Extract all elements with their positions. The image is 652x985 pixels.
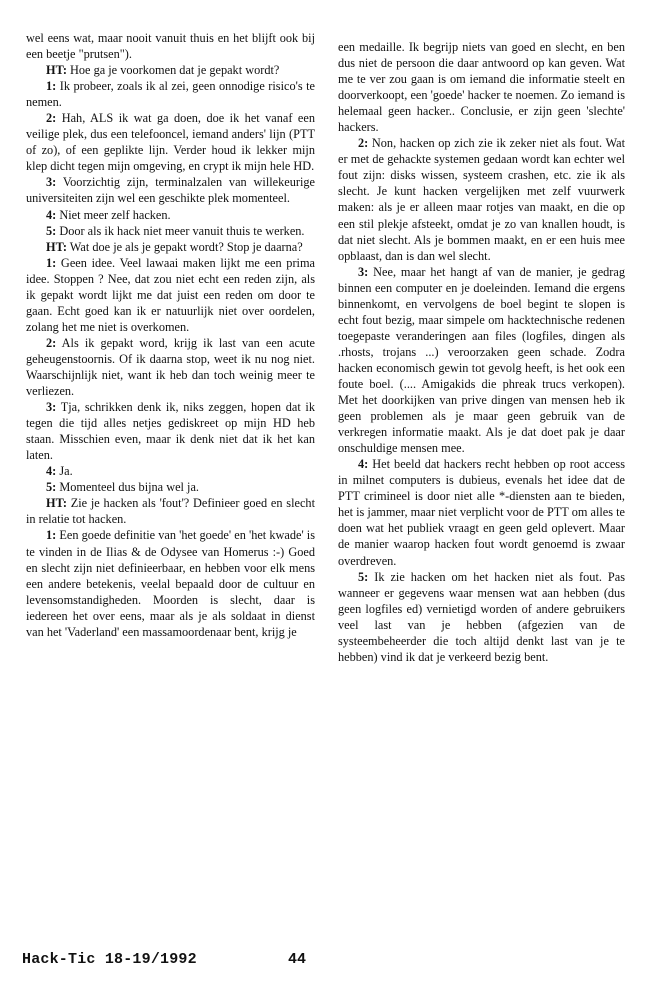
speaker-label: 2:: [46, 111, 57, 126]
interview-paragraph: [338, 135, 625, 263]
interview-paragraph: [26, 479, 315, 495]
interview-paragraph: [26, 174, 315, 206]
publication-footer: Hack-Tic 18-19/1992: [22, 951, 197, 968]
interview-paragraph: [26, 78, 315, 110]
left-text-column: [26, 30, 315, 640]
paragraph-text: Ik zie hacken om het hacken niet als fout. Pas wanneer er gegevens waar mensen wat aan hebben (dus geen logfiles ed) vernietigd worden of andere gebruikers veel last van je hebben (afgezien van de systeembeheerder die toch altijd denkt last van je te hebben) vind ik dat je verkeerd bezig bent.: [338, 569, 625, 664]
speaker-label: HT:: [46, 239, 67, 254]
speaker-label: 4:: [46, 464, 57, 479]
paragraph-text: Het beeld dat hackers recht hebben op root access in milnet computers is dubieus, evenals het idee dat de PTT crimineel is door niet alle *-diensten aan te bieden, het is jammer, maar niet verplicht voor de PTT om alles te doen wat het publiek vraagt en geen geld oplevert. Maar de manier waarop hacken fout wordt genoemd is zwaar overdreven.: [338, 457, 625, 568]
paragraph-text: Zie je hacken als 'fout'? Definieer goed en slecht in relatie tot hacken.: [26, 496, 315, 527]
paragraph-text: Niet meer zelf hacken.: [56, 207, 171, 222]
interview-paragraph: [26, 239, 315, 255]
interview-paragraph: [26, 399, 315, 463]
paragraph-text: Voorzichtig zijn, terminalzalen van willekeurige universiteiten zijn wel een geschikte plek momenteel.: [26, 175, 315, 206]
speaker-label: 1:: [46, 79, 57, 94]
paragraph-text: Door als ik hack niet meer vanuit thuis te werken.: [56, 223, 305, 238]
interview-paragraph: [26, 30, 315, 62]
paragraph-text: een medaille. Ik begrijp niets van goed en slecht, en ben dus niet de persoon die daar antwoord op kan geven. Wat me te ver zou gaan is om iemand die informatie steelt en doorverkoopt, een 'goede' hacker te noemen. Zo iemand is helemaal geen hacker.. Conclusie, er zijn geen 'slechte' hackers.: [338, 40, 625, 135]
paragraph-text: Wat doe je als je gepakt wordt? Stop je daarna?: [66, 239, 303, 254]
paragraph-text: Als ik gepakt word, krijg ik last van een acute geheugenstoornis. Of ik daarna stop, weet ik nu nog niet. Waarschijnlijk niet, want ik heb dan toch weinig meer te verliezen.: [26, 335, 315, 399]
interview-paragraph: [338, 456, 625, 568]
page-number: 44: [288, 951, 307, 968]
interview-paragraph: [26, 110, 315, 174]
interview-paragraph: [338, 569, 625, 665]
speaker-label: 2:: [46, 335, 57, 350]
speaker-label: 5:: [358, 569, 369, 584]
speaker-label: 1:: [46, 255, 57, 270]
paragraph-text: Non, hacken op zich zie ik zeker niet als fout. Wat er met de gehackte systemen gedaan wordt kan echter wel fout zijn: disks wissen, systeem crashen, etc. zie ik als slecht. Je kunt hacken vergelijken met zelf vuurwerk maken: als je er alleen maar rotjes van maakt, en die op een stil plekje afsteekt, omdat je zo van knallen houdt, is dat niet slecht. Als je bommen maakt, en er een huis mee opblaast, dan is dan wel slecht.: [338, 136, 625, 263]
interview-paragraph: [338, 39, 625, 135]
speaker-label: HT:: [46, 63, 67, 78]
paragraph-text: Ik probeer, zoals ik al zei, geen onnodige risico's te nemen.: [26, 79, 315, 110]
interview-paragraph: [26, 527, 315, 639]
paragraph-text: Tja, schrikken denk ik, niks zeggen, hopen dat ik tegen die tijd alles netjes gediskreet op mijn HD heb staan. Misschien even, maar ik denk niet dat ik het kan laten.: [26, 400, 315, 463]
interview-paragraph: [26, 207, 315, 223]
speaker-label: 5:: [46, 223, 57, 238]
right-text-column: [338, 39, 625, 665]
speaker-label: 4:: [46, 207, 57, 222]
paragraph-text: Hah, ALS ik wat ga doen, doe ik het vanaf een veilige plek, dus een telefooncel, iemand anders' lijn (PTT of zo), of een geplikte lijn. Verder houd ik lekker mijn klep dicht tegen mijn omgeving, en crypt ik mijn hele HD.: [26, 111, 315, 174]
paragraph-text: Momenteel dus bijna wel ja.: [56, 480, 199, 495]
interview-paragraph: [26, 223, 315, 239]
interview-paragraph: [26, 255, 315, 335]
interview-paragraph: [26, 495, 315, 527]
paragraph-text: Ja.: [56, 464, 73, 479]
speaker-label: 4:: [358, 457, 369, 472]
interview-paragraph: [26, 335, 315, 399]
paragraph-text: Een goede definitie van 'het goede' en 'het kwade' is te vinden in de Ilias & de Odysee van Homerus :-) Goed en slecht zijn niet definieerbaar, en hebben voor elk mens een andere betekenis, veelal bepaald door de cultuur en levensomstandigheden. Moorden is slecht, daar is iedereen het over eens, maar als je als soldaat in dienst van het 'Vaderland' een massamoordenaar bent, krijg je: [26, 528, 315, 639]
speaker-label: 2:: [358, 136, 369, 151]
speaker-label: HT:: [46, 496, 67, 511]
paragraph-text: Hoe ga je voorkomen dat je gepakt wordt?: [66, 63, 280, 78]
speaker-label: 5:: [46, 480, 57, 495]
interview-paragraph: [338, 264, 625, 457]
speaker-label: 1:: [46, 528, 57, 543]
speaker-label: 3:: [46, 175, 57, 190]
interview-paragraph: [26, 463, 315, 479]
paragraph-text: wel eens wat, maar nooit vanuit thuis en het blijft ook bij een beetje "prutsen").: [26, 31, 315, 62]
paragraph-text: Geen idee. Veel lawaai maken lijkt me een prima idee. Stoppen ? Nee, dat zou niet echt een reden zijn, als ik gepakt wordt lijkt me dat juist een reden om door te gaan. Echt goed kan ik er natuurlijk niet over oordelen, zolang het me niet is overkomen.: [26, 255, 315, 334]
paragraph-text: Nee, maar het hangt af van de manier, je gedrag binnen een computer en je doeleinden. Iemand die ergens binnenkomt, en vervolgens de boel begint te slopen is echt fout bezig, maar simpele om hacktechnische redenen toegepaste veranderingen aan files (logfiles, dingen als .rhosts, trojans ...) veroorzaken geen schade. Zodra hacken economisch gewin tot gevolg heeft, is het ook een foute boel. (.... Amigakids die phreak trucs verkopen). Met het doorkijken van prive dingen van mensen heb ik geen problemen als je maar geen gebruik van de verkregen informatie maakt. Als je dat doet pak je daar onschuldige mensen mee.: [338, 264, 625, 456]
speaker-label: 3:: [358, 264, 369, 279]
interview-paragraph: [26, 62, 315, 78]
speaker-label: 3:: [46, 400, 57, 415]
